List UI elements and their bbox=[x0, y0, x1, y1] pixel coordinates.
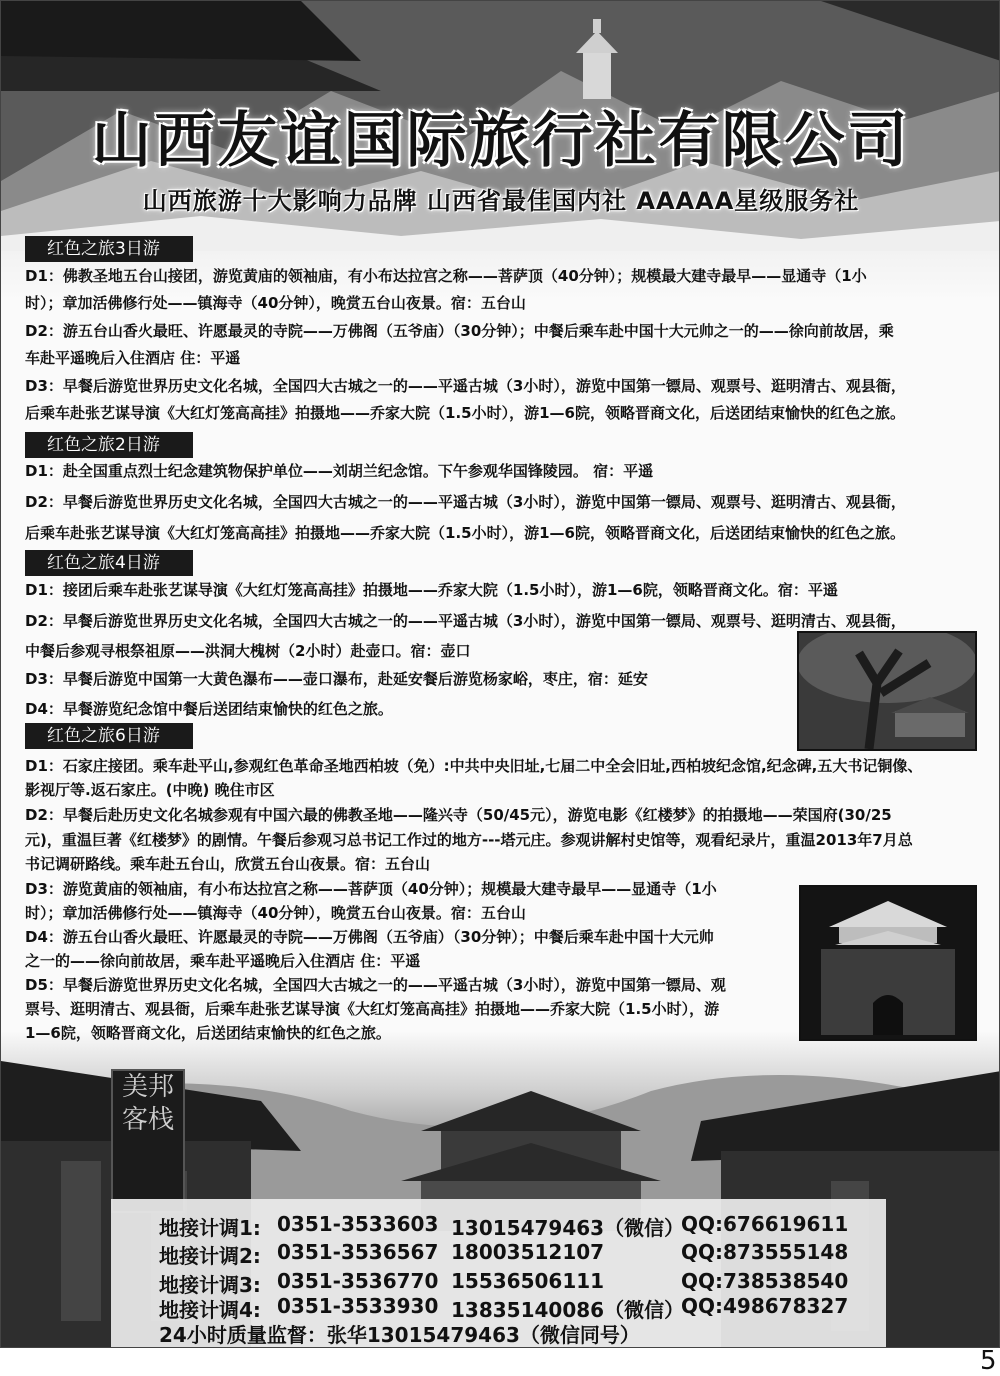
tour-3day-line: 后乘车赴张艺谋导演《大红灯笼高高挂》拍摄地——乔家大院（1.5小时），游1—6院，领略晋商文化，后送团结束愉快的红色之旅。 bbox=[25, 404, 905, 422]
tour-label-2day: 红色之旅2日游 bbox=[25, 432, 193, 458]
tour-6day-line: D3：游览黄庙的领袖庙，有小布达拉宫之称——菩萨顶（40分钟）；规模最大建寺最早——显通寺（1小 bbox=[25, 880, 717, 898]
ancient-tree-photo bbox=[797, 631, 977, 751]
contact-qq: QQ:738538540 bbox=[681, 1269, 849, 1293]
tour-4day-line: D2：早餐后游览世界历史文化名城，全国四大古城之一的——平遥古城（3小时），游览中国第一镖局、观票号、逛明清古、观县衙， bbox=[25, 612, 906, 630]
tour-6day-line: D5：早餐后游览世界历史文化名城，全国四大古城之一的——平遥古城（3小时），游览中国第一镖局、观 bbox=[25, 976, 726, 994]
tour-6day-line: 票号、逛明清古、观县衙，后乘车赴张艺谋导演《大红灯笼高高挂》拍摄地——乔家大院（1.5小时），游 bbox=[25, 1000, 720, 1018]
tour-6day-line: 影视厅等.返石家庄。(中晚) 晚住市区 bbox=[25, 781, 275, 799]
contact-mobile: 13835140086（微信） bbox=[451, 1298, 685, 1322]
tour-6day-line: D2：早餐后赴历史文化名城参观有中国六最的佛教圣地——隆兴寺（50/45元），游览电影《红楼梦》的拍摄地——荣国府(30/25 bbox=[25, 806, 892, 824]
tour-3day-line: D3：早餐后游览世界历史文化名城，全国四大古城之一的——平遥古城（3小时），游览中国第一镖局、观票号、逛明清古、观县衙， bbox=[25, 377, 906, 395]
contact-mobile: 15536506111 bbox=[451, 1269, 605, 1293]
contact-phone: 0351-3533603 bbox=[277, 1212, 439, 1236]
tour-4day-line: 中餐后参观寻根祭祖原——洪洞大槐树（2小时）赴壶口。宿：壶口 bbox=[25, 642, 471, 660]
tour-3day-line: D2：游五台山香火最旺、许愿最灵的寺院——万佛阁（五爷庙）（30分钟）；中餐后乘车赴中国十大元帅之一的——徐向前故居，乘 bbox=[25, 322, 894, 340]
contact-phone: 0351-3536567 bbox=[277, 1240, 439, 1264]
contact-label: 地接计调2: bbox=[159, 1244, 261, 1268]
tour-4day-line: D1：接团后乘车赴张艺谋导演《大红灯笼高高挂》拍摄地——乔家大院（1.5小时），游1—6院，领略晋商文化。宿：平遥 bbox=[25, 581, 838, 599]
tour-3day-line: 时）；章加活佛修行处——镇海寺（40分钟），晚赏五台山夜景。宿：五台山 bbox=[25, 294, 526, 312]
tour-6day-line: 元)，重温巨著《红楼梦》的剧情。午餐后参观习总书记工作过的地方---塔元庄。参观讲解村史馆等，观看纪录片，重温2013年7月总 bbox=[25, 831, 913, 849]
contact-phone: 0351-3533930 bbox=[277, 1294, 439, 1318]
contact-qq: QQ:873555148 bbox=[681, 1240, 849, 1264]
tour-label-3day: 红色之旅3日游 bbox=[25, 236, 193, 262]
contact-qq: QQ:498678327 bbox=[681, 1294, 849, 1318]
tour-6day-line: 之一的——徐向前故居，乘车赴平遥晚后入住酒店 住：平遥 bbox=[25, 952, 421, 970]
tour-label-6day: 红色之旅6日游 bbox=[25, 723, 193, 749]
contact-mobile: 13015479463（微信） bbox=[451, 1216, 685, 1240]
contact-mobile: 18003512107 bbox=[451, 1240, 605, 1264]
tour-3day-line: D1：佛教圣地五台山接团，游览黄庙的领袖庙，有小布达拉宫之称——菩萨顶（40分钟）；规模最大建寺最早——显通寺（1小 bbox=[25, 267, 867, 285]
contact-label: 地接计调4: bbox=[159, 1298, 261, 1322]
page-number: 5 bbox=[980, 1346, 997, 1376]
tour-4day-line: D3：早餐后游览中国第一大黄色瀑布——壶口瀑布，赴延安餐后游览杨家峪，枣庄，宿：延安 bbox=[25, 670, 648, 688]
contact-label: 地接计调3: bbox=[159, 1273, 261, 1297]
tour-2day-line: D1：赴全国重点烈士纪念建筑物保护单位——刘胡兰纪念馆。下午参观华国锋陵园。 宿：平遥 bbox=[25, 462, 654, 480]
tour-6day-line: 时）；章加活佛修行处——镇海寺（40分钟），晚赏五台山夜景。宿：五台山 bbox=[25, 904, 526, 922]
tour-6day-line: 书记调研路线。乘车赴五台山，欣赏五台山夜景。宿：五台山 bbox=[25, 855, 431, 873]
city-gate-night-photo bbox=[799, 885, 977, 1041]
quality-supervision: 24小时质量监督：张华13015479463（微信同号） bbox=[159, 1323, 640, 1347]
tour-6day-line: 1—6院，领略晋商文化，后送团结束愉快的红色之旅。 bbox=[25, 1024, 391, 1042]
tour-4day-line: D4：早餐游览纪念馆中餐后送团结束愉快的红色之旅。 bbox=[25, 700, 393, 718]
contact-phone: 0351-3536770 bbox=[277, 1269, 439, 1293]
contact-label: 地接计调1: bbox=[159, 1216, 261, 1240]
tour-2day-line: 后乘车赴张艺谋导演《大红灯笼高高挂》拍摄地——乔家大院（1.5小时），游1—6院，领略晋商文化，后送团结束愉快的红色之旅。 bbox=[25, 524, 905, 542]
contact-qq: QQ:676619611 bbox=[681, 1212, 849, 1236]
shop-signboard bbox=[111, 1069, 185, 1213]
company-title: 山西友谊国际旅行社有限公司 bbox=[91, 106, 911, 176]
company-tagline: 山西旅游十大影响力品牌 山西省最佳国内社 AAAAA星级服务社 bbox=[142, 187, 860, 215]
tour-6day-line: D4：游五台山香火最旺、许愿最灵的寺院——万佛阁（五爷庙）（30分钟）；中餐后乘车赴中国十大元帅 bbox=[25, 928, 714, 946]
tour-2day-line: D2：早餐后游览世界历史文化名城，全国四大古城之一的——平遥古城（3小时），游览中国第一镖局、观票号、逛明清古、观县衙， bbox=[25, 493, 906, 511]
tour-label-4day: 红色之旅4日游 bbox=[25, 550, 193, 576]
tour-3day-line: 车赴平遥晚后入住酒店 住：平遥 bbox=[25, 349, 241, 367]
shop-signboard-text: 美邦客栈 bbox=[121, 1072, 174, 1135]
tour-6day-line: D1：石家庄接团。乘车赴平山,参观红色革命圣地西柏坡（免）:中共中央旧址,七届二中全会旧址,西柏坡纪念馆,纪念碑,五大书记铜像、 bbox=[25, 757, 923, 775]
